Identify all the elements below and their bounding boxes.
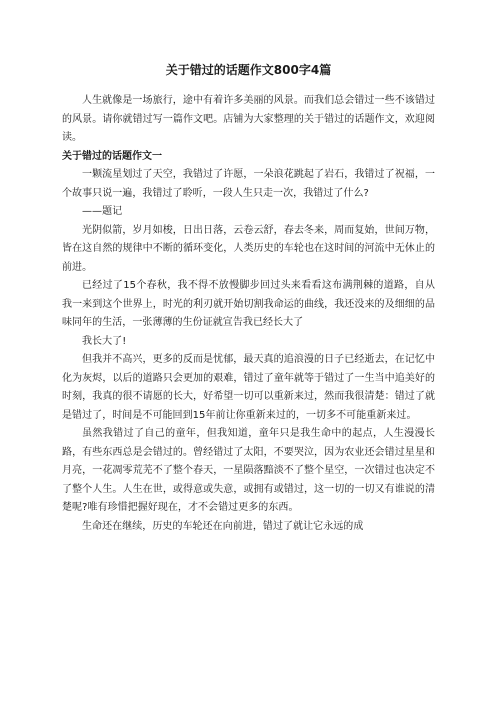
epigraph-attribution: ——题记	[82, 206, 123, 217]
body-paragraph: 我长大了!	[82, 335, 127, 347]
body-paragraph: 光阴似箭，岁月如梭，日出日落，云卷云舒，春去冬来，周而复始，世间万物，皆在这自然的规律中不断的循环变化，人类历史的车轮也在这时间的河流中无休止的前进。	[62, 224, 435, 273]
intro-paragraph: 人生就像是一场旅行，途中有着许多美丽的风景。而我们总会错过一些不该错过的风景。请你就错过写一篇作文吧。店铺为大家整理的关于错过的话题作文，欢迎阅读。	[62, 95, 435, 143]
body-paragraph: 虽然我错过了自己的童年，但我知道，童年只是我生命中的起点，人生漫漫长路，有些东西总是会错过的。曾经错过了太阳，不要哭泣，因为农业还会错过星星和月亮，一花凋零荒芜不了整个春天，一星陨落黯淡不了整个星空，一次错过也决定不了整个人生。人生在世，或得意或失意，或拥有或错过，这一切的一切又有谁说的清楚呢?唯有珍惜把握好现在，才不会错过更多的东西。	[62, 428, 435, 513]
body-paragraph: 但我并不高兴，更多的反而是忧郁，最天真的追浪漫的日子已经逝去，在记忆中化为灰烬，以后的道路只会更加的艰难，错过了童年就等于错过了一生当中追美好的时刻，我真的很不请愿的长大，好希望一切可以重新来过，然而我很清楚：错过了就是错过了，时间是不可能回到15年前让你重新来过的，一切多不可能重新来过。	[62, 354, 435, 421]
body-paragraph: 已经过了15个春秋，我不得不放慢脚步回过头来看看这布满荆棘的道路，自从我一来到这个世界上，时光的利刃就开始切割我命运的曲线，我还没来的及细细的品味同年的生活，一张薄薄的生份证就宣告我已经长大了	[62, 280, 435, 328]
document-title: 关于错过的话题作文800字4篇	[165, 63, 332, 77]
body-paragraph: 一颗流星划过了天空，我错过了许愿，一朵浪花跳起了岩石，我错过了祝福，一个故事只说一遍，我错过了聆听，一段人生只走一次，我错过了什么?	[62, 169, 435, 199]
section-heading: 关于错过的话题作文一	[62, 150, 162, 162]
body-paragraph: 生命还在继续，历史的车轮还在向前进，错过了就让它永远的成	[82, 520, 364, 532]
